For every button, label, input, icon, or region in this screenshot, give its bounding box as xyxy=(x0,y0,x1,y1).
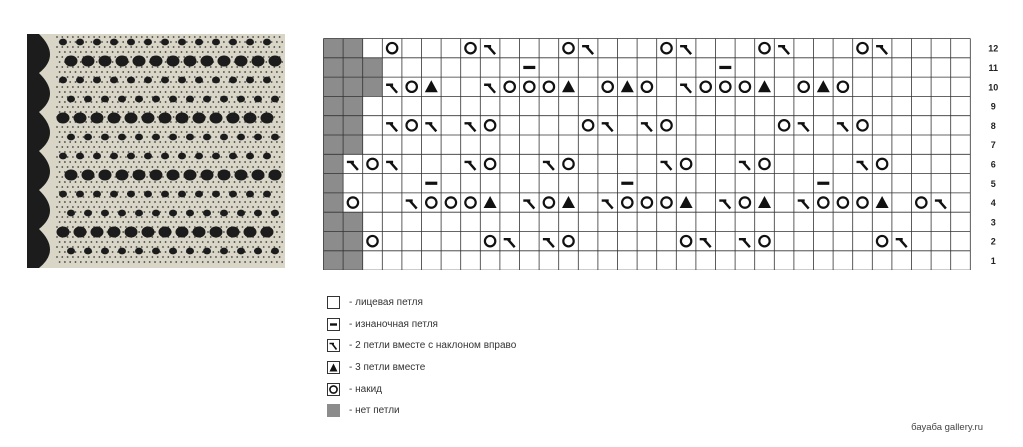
yarn-over-symbol xyxy=(563,236,573,246)
k2tog-symbol xyxy=(798,201,809,209)
k3tog-symbol xyxy=(562,80,575,92)
k3tog-symbol xyxy=(562,196,575,208)
no-stitch-cell xyxy=(363,77,383,96)
k2tog-symbol xyxy=(582,46,593,54)
no-stitch-cell xyxy=(343,212,363,231)
no-stitch-cell xyxy=(324,39,344,58)
yarn-over-symbol xyxy=(759,159,769,169)
lace-photo xyxy=(27,34,285,268)
row-number: 7 xyxy=(990,140,996,151)
row-number: 2 xyxy=(990,236,996,247)
legend-item xyxy=(327,357,516,379)
purl-symbol xyxy=(425,182,437,185)
yarn-over-symbol xyxy=(465,197,475,207)
row-number: 12 xyxy=(988,43,999,54)
yarn-over-symbol xyxy=(622,197,632,207)
yarn-over-symbol xyxy=(818,197,828,207)
k2tog-symbol xyxy=(896,239,907,247)
k3tog-symbol xyxy=(680,196,693,208)
yarn-over-symbol xyxy=(701,82,711,92)
row-number: 6 xyxy=(990,159,996,170)
legend-label: - изнаночная петля xyxy=(349,318,438,330)
yarn-over-symbol xyxy=(583,120,593,130)
k3tog-symbol xyxy=(758,196,771,208)
legend-item xyxy=(327,314,516,336)
no-stitch-cell xyxy=(324,251,344,270)
yarn-over-symbol xyxy=(446,197,456,207)
k2tog-symbol xyxy=(857,162,868,170)
k2tog-symbol xyxy=(347,162,358,170)
k2tog-symbol xyxy=(465,123,476,131)
yarn-over-symbol xyxy=(838,197,848,207)
k2tog-symbol xyxy=(739,239,750,247)
k2tog-symbol xyxy=(484,85,495,93)
row-number: 3 xyxy=(990,217,996,228)
no-stitch-cell xyxy=(324,58,344,77)
k3tog-icon xyxy=(327,361,340,374)
yarn-over-symbol xyxy=(524,82,534,92)
legend-label: - 3 петли вместе xyxy=(349,362,426,374)
k3tog-symbol xyxy=(876,196,889,208)
no-stitch-cell xyxy=(343,39,363,58)
no-stitch-cell xyxy=(324,212,344,231)
k2tog-symbol xyxy=(484,46,495,54)
k2tog-right-icon xyxy=(327,339,340,352)
yarn-over-symbol xyxy=(740,197,750,207)
k2tog-symbol xyxy=(406,201,417,209)
k2tog-symbol xyxy=(700,239,711,247)
no-stitch-cell xyxy=(324,154,344,173)
yarn-over-symbol xyxy=(642,82,652,92)
row-number: 5 xyxy=(990,178,996,189)
yarn-over-symbol xyxy=(681,159,691,169)
no-stitch-cell xyxy=(343,58,363,77)
no-stitch-cell xyxy=(343,77,363,96)
yarn-over-symbol xyxy=(485,120,495,130)
k2tog-symbol xyxy=(543,239,554,247)
yarn-over-symbol xyxy=(426,197,436,207)
k2tog-symbol xyxy=(543,162,554,170)
purl-symbol xyxy=(719,66,731,69)
no-stitch-cell xyxy=(324,174,344,193)
k2tog-symbol xyxy=(386,85,397,93)
k2tog-symbol xyxy=(523,201,534,209)
yarn-over-symbol xyxy=(877,236,887,246)
no-stitch-cell xyxy=(343,251,363,270)
purl-symbol xyxy=(817,182,829,185)
row-number: 4 xyxy=(990,198,996,209)
knitting-chart xyxy=(323,38,1011,270)
k3tog-symbol xyxy=(484,196,497,208)
k2tog-symbol xyxy=(602,123,613,131)
yarn-over-symbol xyxy=(348,197,358,207)
no-stitch-cell xyxy=(324,232,344,251)
no-stitch-cell xyxy=(324,77,344,96)
k2tog-symbol xyxy=(465,162,476,170)
purl-stitch-icon xyxy=(327,318,340,331)
purl-symbol xyxy=(621,182,633,185)
k2tog-symbol xyxy=(680,46,691,54)
k2tog-symbol xyxy=(739,162,750,170)
k3tog-symbol xyxy=(621,80,634,92)
k2tog-symbol xyxy=(778,46,789,54)
legend-label: - 2 петли вместе с наклоном вправо xyxy=(349,340,517,352)
yarn-over-symbol xyxy=(740,82,750,92)
yarn-over-symbol xyxy=(407,82,417,92)
yarn-over-symbol xyxy=(661,43,671,53)
chart-grid xyxy=(324,39,971,271)
yarn-over-symbol xyxy=(877,159,887,169)
yarn-over-symbol xyxy=(563,43,573,53)
yarn-over-symbol xyxy=(407,120,417,130)
k2tog-symbol xyxy=(661,162,672,170)
row-number: 10 xyxy=(988,82,999,93)
row-number: 8 xyxy=(990,120,996,131)
no-stitch-icon xyxy=(327,404,340,417)
legend-label: - накид xyxy=(349,383,382,395)
no-stitch-cell xyxy=(324,116,344,135)
no-stitch-cell xyxy=(324,96,344,115)
no-stitch-cell xyxy=(343,96,363,115)
yarn-over-symbol xyxy=(720,82,730,92)
yarn-over-symbol xyxy=(916,197,926,207)
k2tog-symbol xyxy=(680,85,691,93)
knit-stitch-icon xyxy=(327,296,340,309)
k2tog-symbol xyxy=(425,123,436,131)
yarn-over-symbol xyxy=(465,43,475,53)
k2tog-symbol xyxy=(798,123,809,131)
row-number: 11 xyxy=(988,62,999,73)
legend-item xyxy=(327,292,516,314)
yarn-over-symbol xyxy=(485,159,495,169)
k2tog-symbol xyxy=(935,201,946,209)
chart-legend xyxy=(327,292,516,422)
no-stitch-cell xyxy=(363,58,383,77)
purl-symbol xyxy=(523,66,535,69)
yarn-over-symbol xyxy=(799,82,809,92)
yarn-over-symbol xyxy=(661,120,671,130)
k2tog-symbol xyxy=(602,201,613,209)
legend-label: - нет петли xyxy=(349,405,400,417)
legend-item xyxy=(327,378,516,400)
yarn-over-symbol xyxy=(387,43,397,53)
k2tog-symbol xyxy=(719,201,730,209)
yarn-over-symbol xyxy=(857,120,867,130)
yarn-over-icon xyxy=(327,383,340,396)
no-stitch-cell xyxy=(324,193,344,212)
yarn-over-symbol xyxy=(759,43,769,53)
yarn-over-symbol xyxy=(544,82,554,92)
no-stitch-cell xyxy=(343,116,363,135)
legend-item xyxy=(327,335,516,357)
yarn-over-symbol xyxy=(544,197,554,207)
k2tog-symbol xyxy=(386,123,397,131)
k2tog-symbol xyxy=(504,239,515,247)
no-stitch-cell xyxy=(324,135,344,154)
yarn-over-symbol xyxy=(642,197,652,207)
yarn-over-symbol xyxy=(857,43,867,53)
yarn-over-symbol xyxy=(857,197,867,207)
yarn-over-symbol xyxy=(681,236,691,246)
yarn-over-symbol xyxy=(563,159,573,169)
yarn-over-symbol xyxy=(661,197,671,207)
k2tog-symbol xyxy=(641,123,652,131)
yarn-over-symbol xyxy=(603,82,613,92)
no-stitch-cell xyxy=(343,232,363,251)
k3tog-symbol xyxy=(817,80,830,92)
k3tog-symbol xyxy=(758,80,771,92)
yarn-over-symbol xyxy=(485,236,495,246)
no-stitch-cell xyxy=(343,135,363,154)
yarn-over-symbol xyxy=(838,82,848,92)
yarn-over-symbol xyxy=(367,159,377,169)
row-number: 1 xyxy=(990,255,996,266)
yarn-over-symbol xyxy=(367,236,377,246)
k3tog-symbol xyxy=(425,80,438,92)
k2tog-symbol xyxy=(837,123,848,131)
source-credit: бауаба gallery.ru xyxy=(911,422,983,433)
k2tog-symbol xyxy=(876,46,887,54)
legend-label: - лицевая петля xyxy=(349,297,423,309)
k2tog-symbol xyxy=(386,162,397,170)
yarn-over-symbol xyxy=(759,236,769,246)
yarn-over-symbol xyxy=(779,120,789,130)
yarn-over-symbol xyxy=(505,82,515,92)
row-number: 9 xyxy=(990,101,996,112)
legend-item xyxy=(327,400,516,422)
